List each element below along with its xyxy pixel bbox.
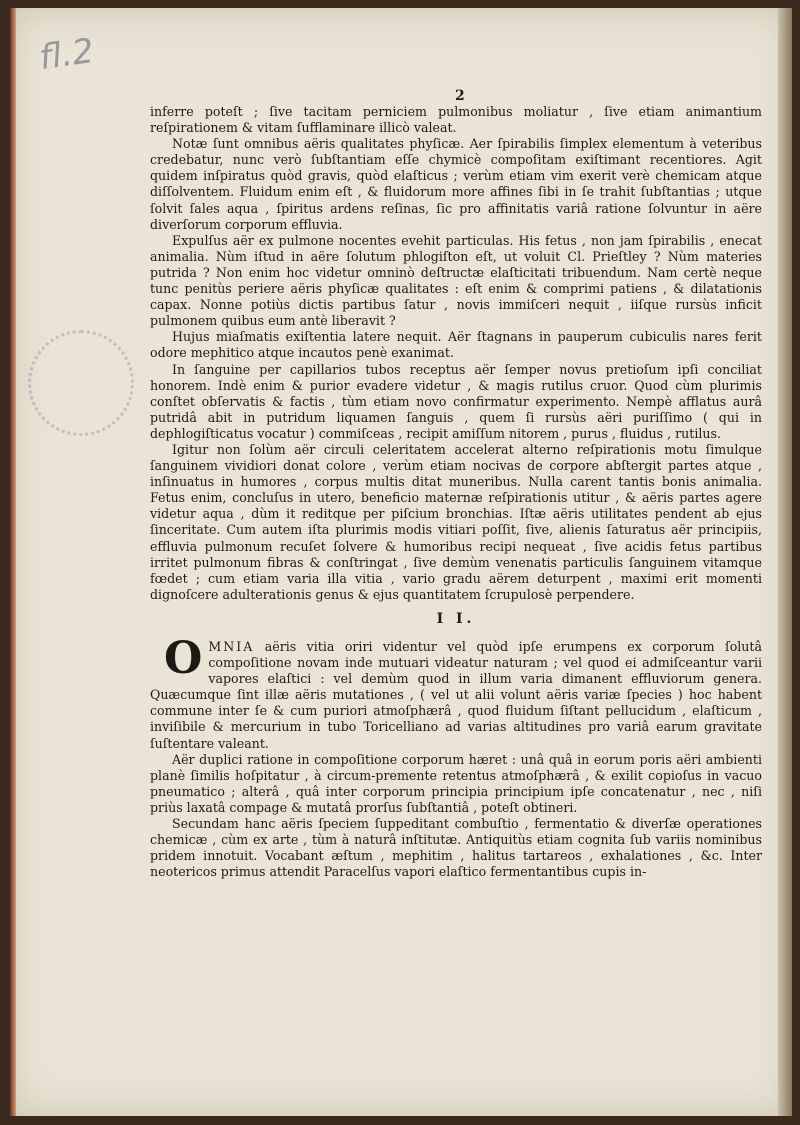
page-edge [10,8,16,1116]
faded-library-stamp [28,330,134,436]
dropcap-letter: O [164,633,203,684]
section-heading: I I. [436,610,476,627]
paragraph: Aër duplici ratione in compoſitione corporum hæret : unâ quâ in eorum poris aëri ambienti planè ſimilis hoſpitatur , à circum-premente retentus atmoſphærâ , & exilit copioſus in vacuo pneumatico ; alterâ , quâ inter corporum principia principium ipſe concatenatur , nec , niſi priùs laxatâ compage & mutatâ prorſus ſubſtantiâ , poteſt obtineri. [150,751,762,815]
paragraph: Igitur non ſolùm aër circuli celeritatem accelerat alterno reſpirationis motu ſimulque ſanguinem vividiori donat colore , verùm etiam nocivas de corpore abſtergit partes atque , inſinuatus in humores , corpus multis ditat muneribus. Nulla carent tantis bonis animalia. Fetus enim, concluſus in utero, beneficio maternæ reſpirationis utitur , & aëris partes agere videtur aqua , dùm it reditque per piſcium bronchias. Iſtæ aëris utilitates pendent ab ejus ſinceritate. Cum autem iſta plurimis modis vitiari poſſit, ſive, alienis ſaturatus aër principiis, effluvia pulmonum recuſet ſolvere & humoribus recipi nequeat , ſive acidis fetus partibus irritet pulmonum fibras & conſtringat , ſive demùm venenatis particulis ſanguinem vitamque fœdet ; cum etiam varia illa vitia , vario gradu aërem deturpent , maximi erit momenti dignoſcere adulterationis genus & ejus quantitatem ſcrupulosè perpendere. [150,441,762,602]
paragraph: inferre poteſt ; ſive tacitam perniciem pulmonibus moliatur , ſive etiam animantium reſpirationem & vitam ſufflaminare illicò valeat. [150,104,762,136]
paragraph: Expulſus aër ex pulmone nocentes evehit particulas. His fetus , non jam ſpirabilis , enecat animalia. Nùm iſtud in aëre ſolutum phlogiſton eſt, ut voluit Cl. Prieſtley ? Nùm materies putrida ? Non enim hoc videtur omninò deſtructæ elaſticitati tribuendum. Nam certè neque tunc penitùs periere aëris phyſicæ qualitates : eſt enim & comprimi patiens , & dilatationis capax. Nonne potiùs dictis partibus ſatur , novis immiſceri nequit , iiſque rursùs inficit pulmonem quibus eum antè liberavit ? [150,232,762,329]
page-number: 2 [455,88,465,104]
book-spine [778,8,792,1116]
opening-paragraph-text: aëris vitia oriri videntur vel quòd ipſe erumpens ex corporum ſolutâ compoſitione novam inde mutuari videatur naturam ; vel quod ei admiſceantur varii vapores elaſtici : vel demùm quod in illum varia dimanent effluviorum genera. Quæcumque ſint illæ aëris mutationes , ( vel ut alii volunt aëris variæ ſpecies ) hoc habent commune inter ſe & cum puriori atmoſphærâ , quod fluidum ſiſtant pellucidum , elaſticum , inviſibile & mercurium in tubo Toricelliano ad varias altitudines pro variâ earum gravitate ſuſtentare valeant. [150,639,762,751]
handwritten-ink-mark: ﬂ.2 [36,30,97,79]
paragraph: In ſanguine per capillarios tubos receptus aër ſemper novus pretioſum ipſi conciliat honorem. Indè enim & purior evadere videtur , & magis rutilus cruor. Quod cùm plurimis conſtet obſervatis & factis , tùm etiam novo confirmatur experimento. Nempè afflatus aurâ putridâ abit in putridum liquamen ſanguis , quem ſi rursùs aëri puriſſimo ( qui in dephlogiſticatus vocatur ) commiſceas , recipit amiſſum nitorem , purus , fluidus , rutilus. [150,361,762,441]
section-opening [150,633,762,752]
lead-caps: MNIA [208,639,255,654]
paragraph: Notæ ſunt omnibus aëris qualitates phyſicæ. Aer ſpirabilis ſimplex elementum à veteribus credebatur, nunc verò ſubſtantiam eſſe chymicè compoſitam exiſtimant recentiores. Agit quidem inſpiratus quòd gravis, quòd elaſticus ; verùm etiam vim exerit verè chemicam atque diſſolventem. Fluidum enim eſt , & fluidorum more affines ſibi in ſe trahit ſubſtantias ; utque ſolvit ſales aqua , ſpiritus ardens reſinas, ſic pro affinitatis variâ ratione ſolvuntur in aëre diverſorum corporum effluvia. [150,136,762,232]
body-text [150,104,762,880]
paragraph: Secundam hanc aëris ſpeciem ſuppeditant combuſtio , fermentatio & diverſæ operationes chemicæ , cùm ex arte , tùm à naturâ inſtitutæ. Antiquitùs etiam cognita ſub variis nominibus pridem innotuit. Vocabant æſtum , mephitim , halitus tartareos , exhalationes , &c. Inter neotericos primus attendit Paracelſus vapori elaſtico fermentantibus cupis in- [150,816,762,880]
paragraph: Hujus miaſmatis exiſtentia latere nequit. Aër ſtagnans in pauperum cubiculis nares ferit odore mephitico atque incautos penè exanimat. [150,329,762,361]
